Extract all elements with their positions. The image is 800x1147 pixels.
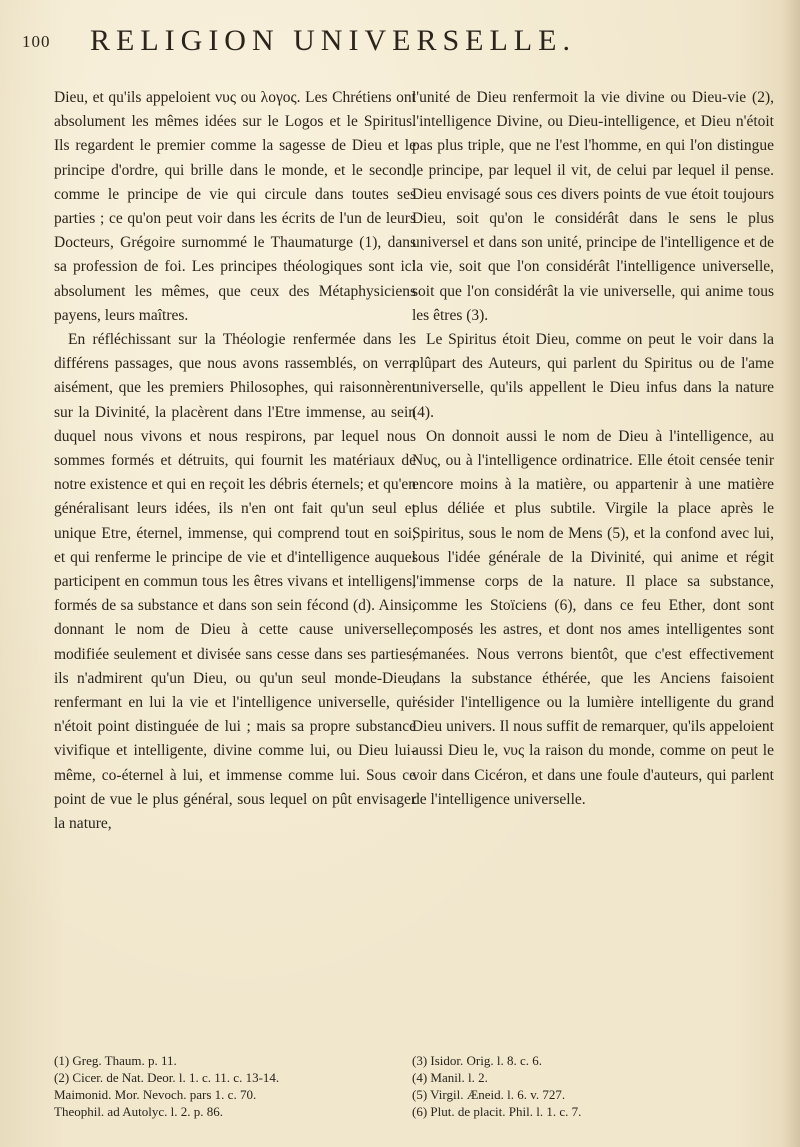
paragraph: On donnoit aussi le nom de Dieu à l'intelligence, au Νυς, ou à l'intelligence ordinatrice. Elle étoit censée tenir encore moins à la matière, ou appartenir à une matière plus déliée et plus subtile. Virgile la place après le Spiritus, sous le nom de Mens (5), et la confond avec lui, sous l'idée générale de la Divinité, qui anime et régit l'immense corps de la nature. Il place sa substance, comme les Stoïciens (6), dans ce feu Ether, dont sont composés les astres, et dont nos ames intelligentes sont émanées. Nous verrons bientôt, que c'est effectivement dans la substance éthérée, que les Anciens faisoient résider l'intelligence ou la lumière intelligente du grand Dieu univers. Il nous suffit de remarquer, qu'ils appeloient aussi Dieu le, νυς la raison du monde, comme on peut le voir dans Cicéron, et dans une foule d'auteurs, qui parlent de l'intelligence universelle. xyxy=(412,427,774,808)
page-number: 100 xyxy=(22,32,51,51)
footnote: (5) Virgil. Æneid. l. 6. v. 727. xyxy=(412,1087,566,1102)
page-header xyxy=(22,24,782,64)
footnote: Maimonid. Mor. Nevoch. pars 1. c. 70. xyxy=(54,1087,257,1102)
footnote-divider xyxy=(54,1040,774,1041)
footnote: (1) Greg. Thaum. p. 11. xyxy=(54,1053,177,1068)
left-text-column xyxy=(54,86,416,836)
footnote: (4) Manil. l. 2. xyxy=(412,1070,488,1085)
page-edge-shadow xyxy=(782,0,800,1147)
footnote: Theophil. ad Autolyc. l. 2. p. 86. xyxy=(54,1104,223,1119)
right-text-column xyxy=(412,86,774,812)
footnotes-left xyxy=(54,1052,404,1120)
footnote: (6) Plut. de placit. Phil. l. 1. c. 7. xyxy=(412,1104,582,1119)
paragraph: En réfléchissant sur la Théologie renfermée dans les différens passages, que nous avons rassemblés, on verra aisément, que les premiers Philosophes, qui raisonnèrent sur la Divinité, la placèrent dans l'Etre immense, au sein duquel nous vivons et nous respirons, par lequel nous sommes formés et détruits, qui fournit les matériaux de notre existence et qui en reçoit les débris éternels; et qu'en généralisant leurs idées, ils n'en ont fait qu'un seul et unique Etre, éternel, immense, qui comprend tout en soi, et qui renferme le principe de vie et d'intelligence auquel participent en commun tous les êtres vivans et intelligens, formés de sa substance et dans son sein fécond (d). Ainsi, donnant le nom de Dieu à cette cause universelle, modifiée seulement et divisée sans cesse dans ses parties, ils n'admirent qu'un Dieu, ou qu'un seul monde-Dieu, renfermant en lui la vie et l'intelligence universelle, qui n'étoit point distinguée de lui ; mais sa propre substance vivifique et intelligente, divine comme lui, ou Dieu lui-même, co-éternel à lui, et immense comme lui. Sous ce point de vue le plus général, sous lequel on pût envisager la nature, xyxy=(54,331,416,833)
footnote: (3) Isidor. Orig. l. 8. c. 6. xyxy=(412,1053,542,1068)
paragraph: Dieu, et qu'ils appeloient νυς ou λογος. Les Chrétiens ont absolument les mêmes idées sur le Logos et le Spiritus. Ils regardent le premier comme la sagesse de Dieu et le principe d'ordre, qui brille dans le monde, et le second, comme le principe de vie qui circule dans toutes ses parties ; ce qu'on peut voir dans les écrits de l'un de leurs Docteurs, Grégoire surnommé le Thaumaturge (1), dans sa profession de foi. Les principes théologiques sont ici absolument les mêmes, que ceux des Métaphysiciens payens, leurs maîtres. xyxy=(54,89,416,324)
footnotes-right xyxy=(412,1052,762,1120)
footnote: (2) Cicer. de Nat. Deor. l. 1. c. 11. c. 13-14. xyxy=(54,1070,280,1085)
paragraph: Le Spiritus étoit Dieu, comme on peut le voir dans la plûpart des Auteurs, qui parlent du Spiritus ou de l'ame universelle, qu'ils appellent le Dieu infus dans la nature (4). xyxy=(412,331,774,421)
paragraph: l'unité de Dieu renfermoit la vie divine ou Dieu-vie (2), l'intelligence Divine, ou Dieu-intelligence, et Dieu n'étoit pas plus triple, que ne l'est l'homme, en qui l'on distingue le principe, par lequel il vit, de celui par lequel il pense. Dieu envisagé sous ces divers points de vue étoit toujours Dieu, soit qu'on le considérât dans le sens le plus universel et dans son unité, principe de l'intelligence et de la vie, soit que l'on considérât l'intelligence universelle, soit que l'on considérât la vie universelle, qui anime tous les êtres (3). xyxy=(412,89,774,324)
running-title: RELIGION UNIVERSELLE. xyxy=(90,24,576,57)
